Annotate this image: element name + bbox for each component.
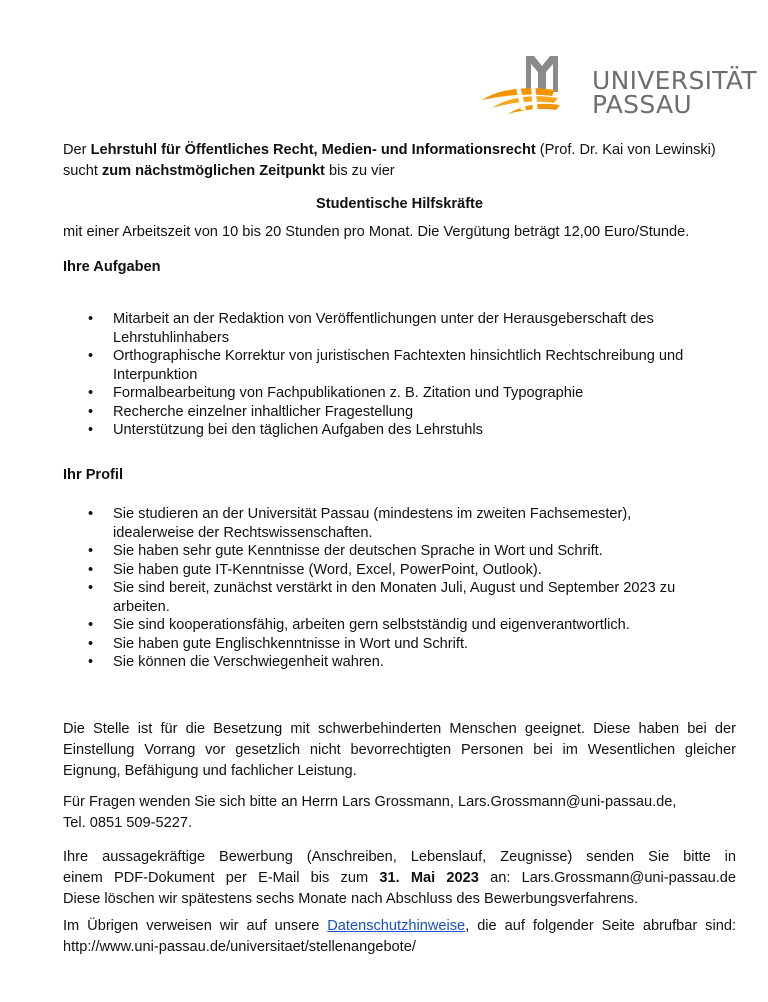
application-line: einem PDF-Dokument per E-Mail bis zum 31. Mai 2023 an: Lars.Grossmann@uni-passau.de [63, 870, 736, 886]
intro-text: bis zu vier [324, 163, 395, 179]
privacy-line: Im Übrigen verweisen wir auf unsere Datenschutzhinweise, die auf folgender Seite abrufbar sind: [63, 918, 736, 934]
intro-paragraph [63, 140, 736, 182]
chair-name: Lehrstuhl für Öffentliches Recht, Medien- und Informationsrecht [90, 142, 536, 158]
list-item: • Unterstützung bei den täglichen Aufgaben des Lehrstuhls [63, 421, 736, 440]
disability-paragraph: Die Stelle ist für die Besetzung mit schwerbehinderten Menschen geeignet. Diese haben bei der Einstellung Vorrang vor gesetzlich nicht bevorrechtigten Personen bei im Wesentlichen gleicher Eignung, Befähigung und fachlicher Leistung. [63, 721, 736, 779]
privacy-link[interactable]: Datenschutzhinweise [327, 918, 466, 934]
list-item: • Sie haben gute Englischkenntnisse in Wort und Schrift. [63, 635, 736, 654]
list-item: • Sie studieren an der Universität Passau (mindestens im zweiten Fachsemester), idealerweise der Rechtswissenschaften. [63, 505, 736, 542]
list-item: • Sie sind bereit, zunächst verstärkt in den Monaten Juli, August und September 2023 zu arbeiten. [63, 579, 736, 616]
list-item: • Mitarbeit an der Redaktion von Veröffentlichungen unter der Herausgeberschaft des Lehrstuhlinhabers [63, 310, 736, 347]
contact-line: Für Fragen wenden Sie sich bitte an Herrn Lars Grossmann, Lars.Grossmann@uni-passau.de, [63, 794, 677, 810]
contact-line: Tel. 0851 509-5227. [63, 815, 193, 831]
intro-text: (Prof. Dr. Kai von Lewinski) sucht [63, 142, 716, 179]
intro-text: Der [63, 142, 91, 158]
list-item: • Recherche einzelner inhaltlicher Fragestellung [63, 403, 736, 422]
profile-list [63, 505, 736, 672]
list-item: • Orthographische Korrektur von juristischen Fachtexten hinsichtlich Rechtschreibung und Interpunktion [63, 347, 736, 384]
application-line: Diese löschen wir spätestens sechs Monate nach Abschluss des Bewerbungsverfahrens. [63, 891, 639, 907]
logo-text-line2: PASSAU [592, 90, 692, 119]
deadline-date: 31. Mai 2023 [379, 870, 479, 886]
hours-text: mit einer Arbeitszeit von 10 bis 20 Stunden pro Monat. Die Vergütung beträgt 12,00 Euro/Stunde. [63, 224, 690, 240]
profile-heading: Ihr Profil [63, 467, 123, 483]
list-item: • Sie sind kooperationsfähig, arbeiten gern selbstständig und eigenverantwortlich. [63, 616, 736, 635]
tasks-list [63, 310, 736, 440]
list-item: • Sie haben gute IT-Kenntnisse (Word, Excel, PowerPoint, Outlook). [63, 561, 736, 580]
contact-paragraph [63, 792, 736, 834]
jobs-url[interactable]: http://www.uni-passau.de/universitaet/stellenangebote/ [63, 939, 416, 955]
list-item: • Sie haben sehr gute Kenntnisse der deutschen Sprache in Wort und Schrift. [63, 542, 736, 561]
list-item: • Sie können die Verschwiegenheit wahren. [63, 653, 736, 672]
position-title: Studentische Hilfskräfte [315, 196, 484, 212]
application-line: Ihre aussagekräftige Bewerbung (Anschreiben, Lebenslauf, Zeugnisse) senden Sie bitte in [63, 849, 736, 865]
privacy-paragraph [63, 916, 736, 958]
list-item: • Formalbearbeitung von Fachpublikationen z. B. Zitation und Typographie [63, 384, 736, 403]
start-date-text: zum nächstmöglichen Zeitpunkt [101, 163, 325, 179]
application-paragraph [63, 847, 736, 910]
tasks-heading: Ihre Aufgaben [63, 259, 161, 275]
university-logo [480, 52, 757, 122]
logo-text-line1: UNIVERSITÄT [592, 66, 757, 95]
university-emblem-icon [480, 52, 590, 118]
